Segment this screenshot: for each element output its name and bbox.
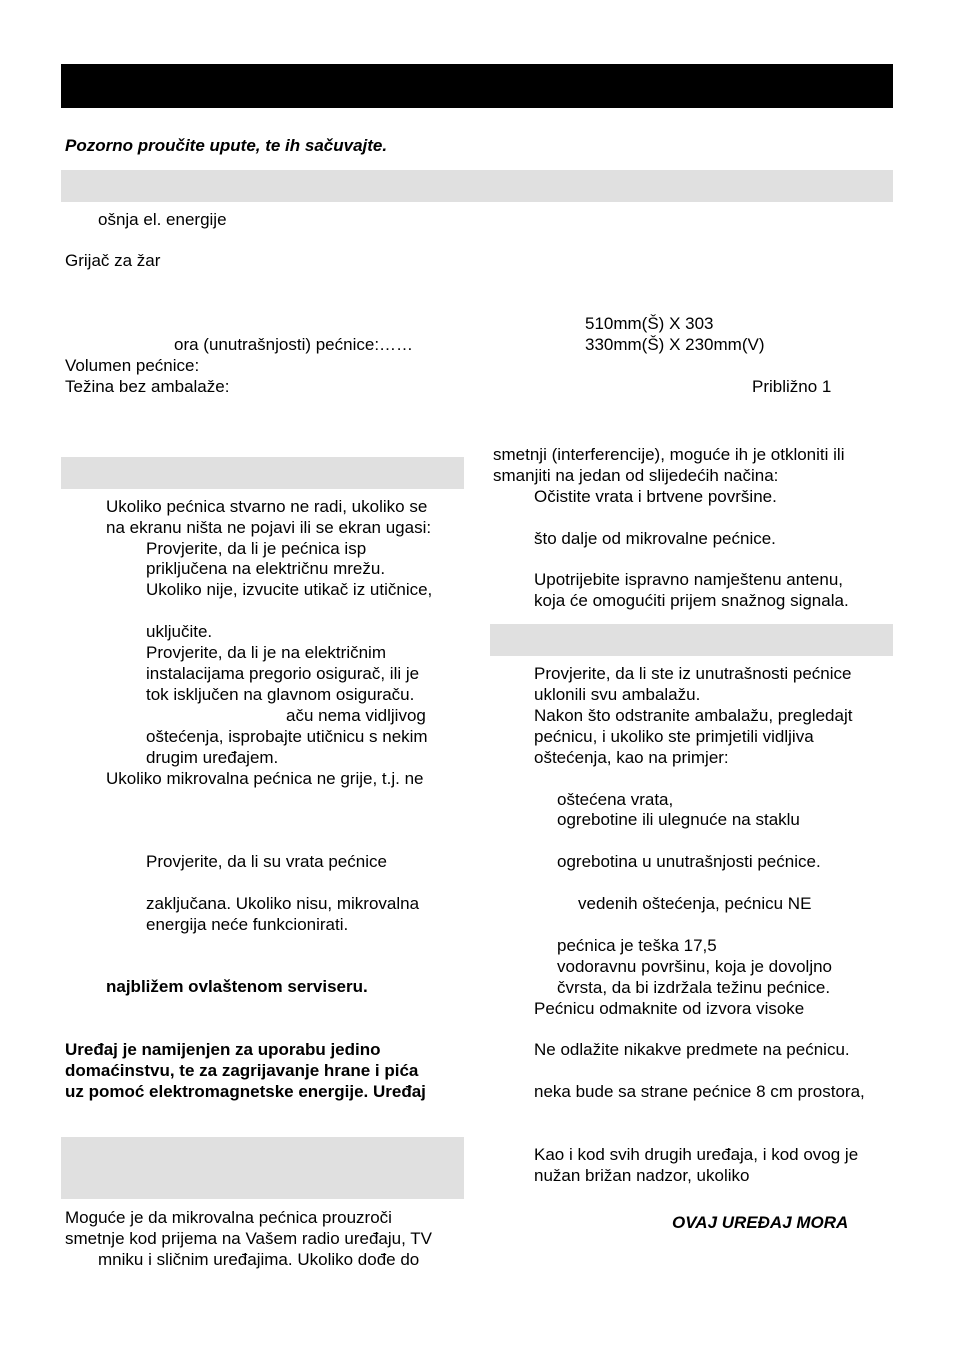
- right-line: ogrebotine ili ulegnuće na staklu: [557, 810, 800, 829]
- right-line: uklonili svu ambalažu.: [534, 685, 701, 704]
- left-line: na ekranu ništa ne pojavi ili se ekran ugasi:: [106, 518, 432, 537]
- right-line: pećnica je teška 17,5: [557, 936, 717, 955]
- spec-volume-label: Volumen pećnice:: [65, 356, 200, 375]
- right-line: vodoravnu površinu, koja je dovoljno: [557, 957, 833, 976]
- spec-weight-value: Približno 1: [752, 377, 832, 396]
- section-bar-interference: [61, 1137, 464, 1199]
- left-line-bold: najbližem ovlaštenom serviseru.: [106, 977, 368, 996]
- left-line: aču nema vidljivog: [286, 706, 426, 725]
- right-line: smetnji (interferencije), moguće ih je otkloniti ili: [493, 445, 845, 464]
- interference-line: mniku i sličnim uređajima. Ukoliko dođe do: [98, 1250, 420, 1269]
- left-line: Ukoliko nije, izvucite utikač iz utičnice,: [146, 580, 433, 599]
- right-line: Provjerite, da li ste iz unutrašnosti pećnice: [534, 664, 852, 683]
- intro-note: Pozorno proučite upute, te ih sačuvajte.: [65, 136, 388, 155]
- left-line: Provjerite, da li je pećnica isp: [146, 539, 367, 558]
- spec-power: ošnja el. energije: [98, 210, 227, 229]
- left-line: energija neće funkcionirati.: [146, 915, 349, 934]
- left-line: Ukoliko pećnica stvarno ne radi, ukoliko se: [106, 497, 428, 516]
- right-line: Pećnicu odmaknite od izvora visoke: [534, 999, 805, 1018]
- right-line: neka bude sa strane pećnice 8 cm prostora,: [534, 1082, 865, 1101]
- left-line: drugim uređajem.: [146, 748, 279, 767]
- usage-note-line: uz pomoć elektromagnetske energije. Uređaj: [65, 1082, 426, 1101]
- right-line: što dalje od mikrovalne pećnice.: [534, 529, 776, 548]
- left-line: Ukoliko mikrovalna pećnica ne grije, t.j. ne: [106, 769, 424, 788]
- right-line: Očistite vrata i brtvene površine.: [534, 487, 777, 506]
- spec-weight-label: Težina bez ambalaže:: [65, 377, 230, 396]
- right-line: Upotrijebite ispravno namještenu antenu,: [534, 570, 844, 589]
- right-line: smanjiti na jedan od slijedećih načina:: [493, 466, 779, 485]
- right-line: vedenih oštećenja, pećnicu NE: [578, 894, 812, 913]
- left-line: uključite.: [146, 622, 213, 641]
- usage-note-line: domaćinstvu, te za zagrijavanje hrane i pića: [65, 1061, 419, 1080]
- warning-heading: OVAJ UREĐAJ MORA: [672, 1213, 849, 1232]
- section-bar-specs: [61, 170, 893, 202]
- left-line: oštećenja, isprobajte utičnicu s nekim: [146, 727, 428, 746]
- spec-grill: Grijač za žar: [65, 251, 161, 270]
- usage-note-line: Uređaj je namijenjen za uporabu jedino: [65, 1040, 381, 1059]
- right-line: ogrebotina u unutrašnjosti pećnice.: [557, 852, 821, 871]
- right-line: pećnicu, i ukoliko ste primjetili vidljiva: [534, 727, 814, 746]
- right-line: oštećena vrata,: [557, 790, 674, 809]
- title-bar: [61, 64, 893, 108]
- right-line: nužan brižan nadzor, ukoliko: [534, 1166, 750, 1185]
- right-line: Ne odlažite nikakve predmete na pećnicu.: [534, 1040, 850, 1059]
- section-bar-installation: [490, 624, 893, 656]
- left-line: Provjerite, da li je na električnim: [146, 643, 386, 662]
- interference-line: smetnje kod prijema na Vašem radio uređaju, TV: [65, 1229, 432, 1248]
- right-line: koja će omogućiti prijem snažnog signala.: [534, 591, 849, 610]
- right-line: čvrsta, da bi izdržala težinu pećnice.: [557, 978, 831, 997]
- left-line: Provjerite, da li su vrata pećnice: [146, 852, 387, 871]
- spec-outer-dim-value: 510mm(Š) X 303: [585, 314, 714, 333]
- left-line: priključena na električnu mrežu.: [146, 559, 386, 578]
- left-line: tok isključen na glavnom osiguraču.: [146, 685, 415, 704]
- right-line: Nakon što odstranite ambalažu, pregledajt: [534, 706, 853, 725]
- left-line: instalacijama pregorio osigurač, ili je: [146, 664, 420, 683]
- left-line: zaključana. Ukoliko nisu, mikrovalna: [146, 894, 420, 913]
- spec-inner-dim-value: 330mm(Š) X 230mm(V): [585, 335, 765, 354]
- spec-inner-dim-label: ora (unutrašnjosti) pećnice:……: [174, 335, 414, 354]
- section-bar-troubleshooting: [61, 457, 464, 489]
- right-line: oštećenja, kao na primjer:: [534, 748, 729, 767]
- right-line: Kao i kod svih drugih uređaja, i kod ovog je: [534, 1145, 859, 1164]
- interference-line: Moguće je da mikrovalna pećnica prouzroči: [65, 1208, 392, 1227]
